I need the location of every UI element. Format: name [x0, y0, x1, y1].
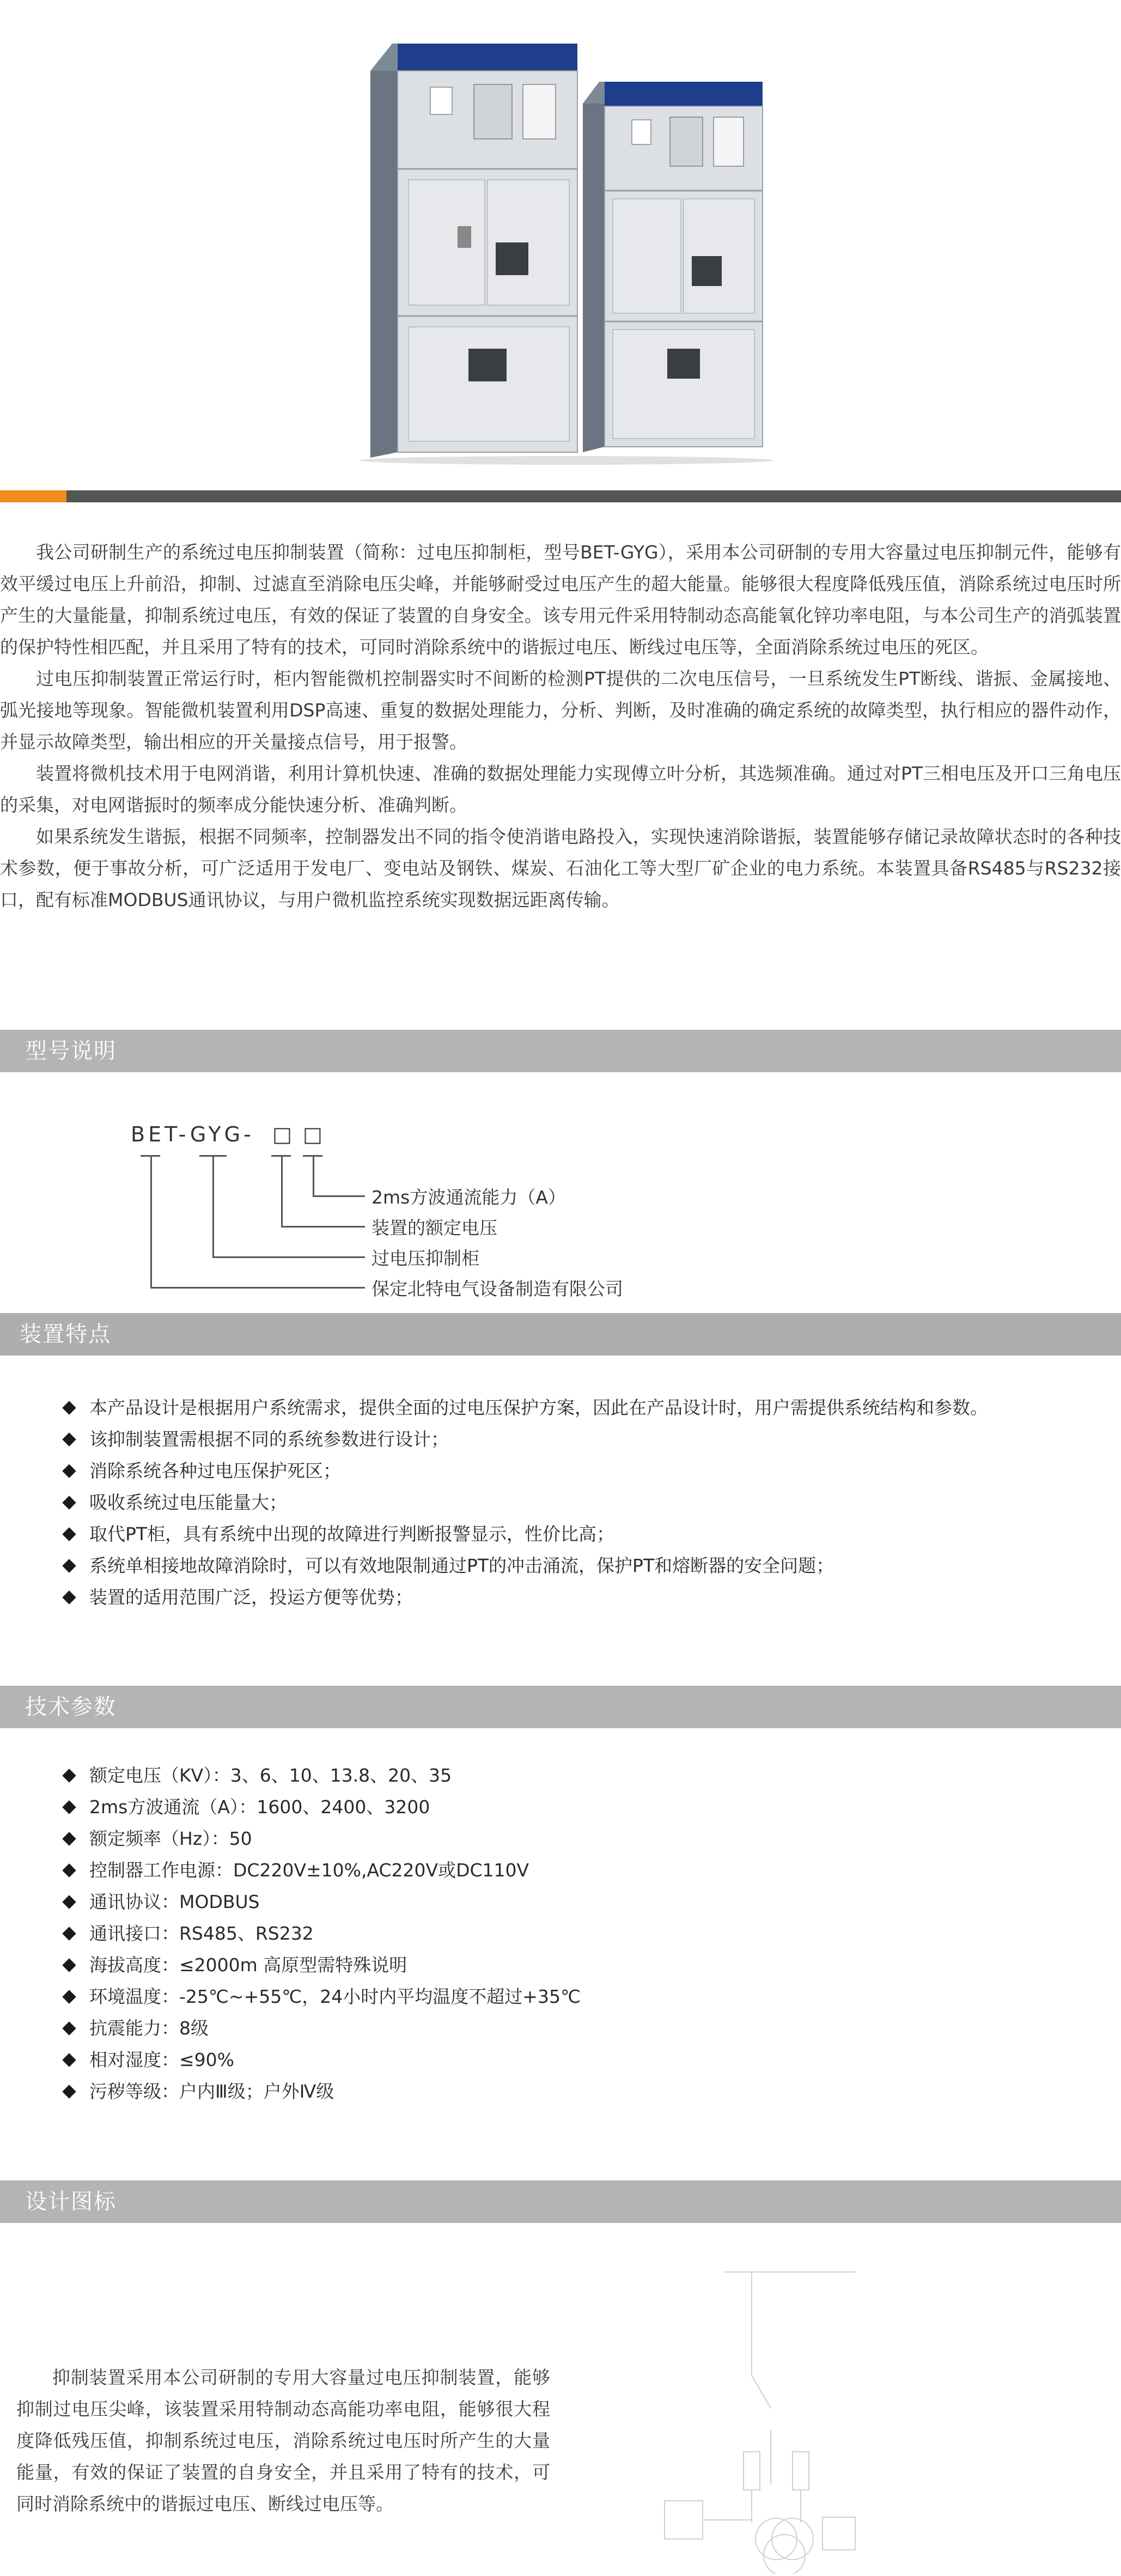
- section-title: 装置特点: [20, 1322, 111, 1347]
- diamond-bullet-icon: [62, 1590, 76, 1604]
- header-divider-accent: [0, 490, 66, 502]
- diamond-bullet-icon: [62, 1800, 76, 1814]
- list-item: 装置的适用范围广泛，投运方便等优势；: [61, 1582, 1096, 1613]
- tech-params-list: [61, 1760, 1096, 2107]
- diamond-bullet-icon: [62, 1559, 76, 1572]
- list-item: 系统单相接地故障消除时，可以有效地限制通过PT的冲击涌流，保护PT和熔断器的安全问题；: [61, 1550, 1096, 1582]
- diamond-bullet-icon: [62, 1990, 76, 2003]
- diamond-bullet-icon: [62, 1527, 76, 1541]
- diamond-bullet-icon: [62, 1769, 76, 1782]
- diamond-bullet-icon: [62, 1464, 76, 1478]
- diamond-bullet-icon: [62, 2021, 76, 2035]
- list-item: 环境温度：-25℃~+55℃，24小时内平均温度不超过+35℃: [61, 1981, 1096, 2013]
- intro-paragraph: 装置将微机技术用于电网消谐，利用计算机快速、准确的数据处理能力实现傅立叶分析，其选频准确。通过对PT三相电压及开口三角电压的采集，对电网谐振时的频率成分能快速分析、准确判断。: [0, 763, 1121, 816]
- section-title: 型号说明: [25, 1038, 117, 1064]
- product-photo: [349, 33, 773, 469]
- list-item: 取代PT柜，具有系统中出现的故障进行判断报警显示，性价比高；: [61, 1518, 1096, 1550]
- intro-text: [0, 537, 1121, 916]
- list-item: 额定电压（KV）：3、6、10、13.8、20、35: [61, 1760, 1096, 1791]
- circuit-schematic: [643, 2267, 872, 2574]
- list-item: 抗震能力：8级: [61, 2013, 1096, 2044]
- list-item: 相对湿度：≤90%: [61, 2044, 1096, 2076]
- list-item: 通讯协议：MODBUS: [61, 1886, 1096, 1918]
- model-code: BET-GYG-: [131, 1122, 254, 1146]
- model-label: 保定北特电气设备制造有限公司: [371, 1278, 623, 1299]
- diamond-bullet-icon: [62, 1863, 76, 1877]
- list-item: 吸收系统过电压能量大；: [61, 1487, 1096, 1518]
- intro-paragraph: 我公司研制生产的系统过电压抑制装置（简称：过电压抑制柜，型号BET-GYG），采用本公司研制的专用大容量过电压抑制元件，能够有效平缓过电压上升前沿，抑制、过滤直至消除电压尖峰，并能够耐受过电压产生的超大能量。能够很大程度降低残压值，消除系统过电压时所产生的大量能量，抑制系统过电压，有效的保证了装置的自身安全。该专用元件采用特制动态高能氧化锌功率电阻，与本公司生产的消弧装置的保护特性相匹配，并且采用了特有的技术，可同时消除系统中的谐振过电压、断线过电压等，全面消除系统过电压的死区。: [0, 542, 1121, 658]
- diamond-bullet-icon: [62, 1958, 76, 1972]
- list-item: 污秽等级：户内Ⅲ级；户外Ⅳ级: [61, 2076, 1096, 2107]
- list-item: 通讯接口：RS485、RS232: [61, 1918, 1096, 1949]
- diamond-bullet-icon: [62, 1895, 76, 1909]
- section-header-model: [0, 1030, 1121, 1072]
- list-item: 该抑制装置需根据不同的系统参数进行设计；: [61, 1424, 1096, 1455]
- list-item: 2ms方波通流（A）：1600、2400、3200: [61, 1791, 1096, 1823]
- section-header-design: [0, 2180, 1121, 2223]
- features-list: [61, 1392, 1096, 1613]
- model-label: 装置的额定电压: [371, 1217, 497, 1238]
- diamond-bullet-icon: [62, 1432, 76, 1446]
- diamond-bullet-icon: [62, 1401, 76, 1414]
- model-box-2: □: [303, 1122, 322, 1146]
- section-title: 技术参数: [25, 1694, 117, 1720]
- section-header-tech: [0, 1686, 1121, 1728]
- design-text: 抑制装置采用本公司研制的专用大容量过电压抑制装置，能够抑制过电压尖峰，该装置采用特制动态高能功率电阻，能够很大程度降低残压值，抑制系统过电压，消除系统过电压时所产生的大量能量，有效的保证了装置的自身安全，并且采用了特有的技术，可同时消除系统中的谐振过电压、断线过电压等。: [16, 2367, 550, 2514]
- diamond-bullet-icon: [62, 1496, 76, 1509]
- intro-paragraph: 如果系统发生谐振，根据不同频率，控制器发出不同的指令使消谐电路投入，实现快速消除谐振，装置能够存储记录故障状态时的各种技术参数，便于事故分析，可广泛适用于发电厂、变电站及钢铁、煤炭、石油化工等大型厂矿企业的电力系统。本装置具备RS485与RS232接口，配有标准MODBUS通讯协议，与用户微机监控系统实现数据远距离传输。: [0, 826, 1121, 910]
- list-item: 海拔高度：≤2000m 高原型需特殊说明: [61, 1949, 1096, 1981]
- header-divider: [66, 490, 1121, 502]
- section-header-features: [0, 1313, 1121, 1356]
- section-title: 设计图标: [25, 2189, 117, 2214]
- list-item: 额定频率（Hz）：50: [61, 1823, 1096, 1855]
- list-item: 本产品设计是根据用户系统需求，提供全面的过电压保护方案，因此在产品设计时，用户需提供系统结构和参数。: [61, 1392, 1096, 1424]
- diamond-bullet-icon: [62, 1832, 76, 1845]
- list-item: 控制器工作电源：DC220V±10%,AC220V或DC110V: [61, 1855, 1096, 1886]
- model-label: 过电压抑制柜: [371, 1248, 479, 1269]
- list-item: 消除系统各种过电压保护死区；: [61, 1455, 1096, 1487]
- diamond-bullet-icon: [62, 1927, 76, 1940]
- intro-paragraph: 过电压抑制装置正常运行时，柜内智能微机控制器实时不间断的检测PT提供的二次电压信号，一旦系统发生PT断线、谐振、金属接地、弧光接地等现象。智能微机装置利用DSP高速、重复的数据处理能力，分析、判断，及时准确的确定系统的故障类型，执行相应的器件动作，并显示故障类型，输出相应的开关量接点信号，用于报警。: [0, 668, 1121, 752]
- diamond-bullet-icon: [62, 2085, 76, 2098]
- model-diagram: [0, 1111, 1121, 1299]
- model-label: 2ms方波通流能力（A）: [371, 1187, 566, 1208]
- diamond-bullet-icon: [62, 2053, 76, 2067]
- model-box-1: □: [272, 1122, 292, 1146]
